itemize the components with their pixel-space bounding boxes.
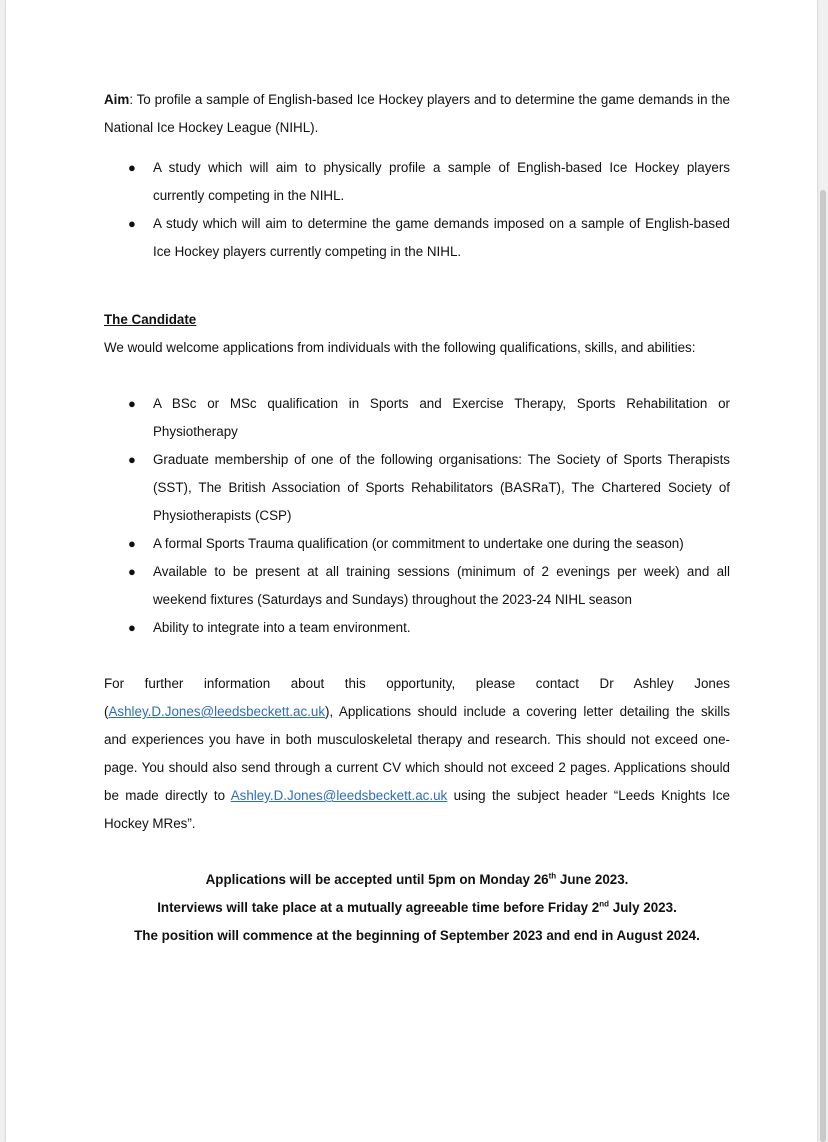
scrollbar[interactable] bbox=[820, 190, 826, 1142]
bullet-icon: ● bbox=[128, 452, 136, 467]
aim-text: : To profile a sample of English-based Ice Hockey players and to determine the game demands in the National Ice Hockey League (NIHL). bbox=[104, 92, 730, 135]
aim-label: Aim bbox=[104, 92, 130, 107]
list-item bbox=[104, 530, 730, 558]
deadline-text: Applications will be accepted until 5pm on Monday 26 bbox=[205, 872, 549, 887]
bullet-text: A study which will aim to determine the game demands imposed on a sample of English-based Ice Hockey players currently competing in the NIHL. bbox=[153, 216, 730, 259]
contact-text-3: using the subject header “Leeds Knights Ice Hockey MRes”. bbox=[104, 788, 730, 831]
bullet-icon: ● bbox=[128, 564, 136, 579]
list-item bbox=[104, 154, 730, 210]
bullet-icon: ● bbox=[128, 216, 136, 231]
candidate-intro: We would welcome applications from individuals with the following qualifications, skills, and abilities: bbox=[104, 340, 696, 355]
position-dates-line: The position will commence at the beginning of September 2023 and end in August 2024. bbox=[134, 928, 700, 943]
interviews-text-end: July 2023. bbox=[609, 900, 677, 915]
aim-bullet-list bbox=[104, 154, 730, 266]
candidate-bullet-list bbox=[104, 390, 730, 642]
interviews-suffix: nd bbox=[599, 899, 610, 909]
document-page bbox=[6, 0, 817, 1142]
deadline-text-end: June 2023. bbox=[556, 872, 629, 887]
dates-block bbox=[104, 866, 730, 950]
interviews-text: Interviews will take place at a mutually agreeable time before Friday 2 bbox=[157, 900, 600, 915]
candidate-heading: The Candidate bbox=[104, 312, 197, 327]
email-link-2[interactable]: Ashley.D.Jones@leedsbeckett.ac.uk bbox=[230, 788, 448, 803]
deadline-suffix: th bbox=[548, 871, 557, 881]
aim-paragraph bbox=[104, 86, 730, 142]
list-item bbox=[104, 614, 730, 642]
list-item bbox=[104, 390, 730, 446]
contact-text-2: ), Applications should include a covering letter detailing the skills and experiences you have in both musculoskeletal therapy and research. This should not exceed one-page. You should also send through a current CV which should not exceed 2 pages. Applications should be made directly to bbox=[104, 704, 730, 803]
bullet-text: A BSc or MSc qualification in Sports and Exercise Therapy, Sports Rehabilitation or Physiotherapy bbox=[153, 396, 730, 439]
email-link-1[interactable]: Ashley.D.Jones@leedsbeckett.ac.uk bbox=[108, 704, 326, 719]
bullet-text: A study which will aim to physically profile a sample of English-based Ice Hockey players currently competing in the NIHL. bbox=[153, 160, 730, 203]
list-item bbox=[104, 558, 730, 614]
contact-text-1: For further information about this opportunity, please contact Dr Ashley Jones ( bbox=[104, 676, 730, 719]
interviews-line bbox=[104, 894, 730, 922]
list-item bbox=[104, 446, 730, 530]
contact-paragraph bbox=[104, 670, 730, 838]
bullet-text: Graduate membership of one of the following organisations: The Society of Sports Therapists (SST), The British Association of Sports Rehabilitators (BASRaT), The Chartered Society of Physiotherapists (CSP) bbox=[153, 452, 730, 523]
bullet-icon: ● bbox=[128, 536, 136, 551]
list-item bbox=[104, 210, 730, 266]
bullet-text: A formal Sports Trauma qualification (or commitment to undertake one during the season) bbox=[153, 536, 684, 551]
bullet-icon: ● bbox=[128, 620, 136, 635]
bullet-icon: ● bbox=[128, 396, 136, 411]
bullet-text: Ability to integrate into a team environment. bbox=[153, 620, 411, 635]
deadline-line bbox=[104, 866, 730, 894]
bullet-text: Available to be present at all training sessions (minimum of 2 evenings per week) and all weekend fixtures (Saturdays and Sundays) throughout the 2023-24 NIHL season bbox=[153, 564, 730, 607]
bullet-icon: ● bbox=[128, 160, 136, 175]
page-content bbox=[104, 86, 730, 950]
